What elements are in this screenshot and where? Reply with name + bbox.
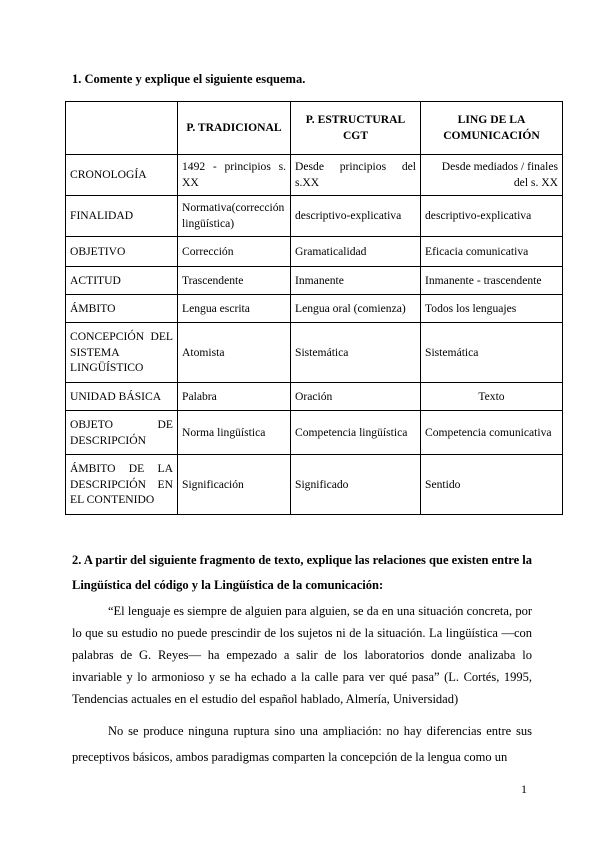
table-cell: Competencia comunicativa (421, 411, 563, 455)
table-cell: Inmanente (291, 267, 421, 295)
table-cell: Inmanente - trascendente (421, 267, 563, 295)
answer-paragraph: No se produce ninguna ruptura sino una ampliación: no hay diferencias entre sus preceptivos básicos, ambos paradigmas comparten la concepción de la lengua como un (72, 724, 532, 764)
header-cell (66, 102, 178, 155)
row-label-cell: OBJETIVO (66, 237, 178, 267)
row-label-cell: ÁMBITO DE LA DESCRIPCIÓN EN EL CONTENIDO (66, 455, 178, 515)
row-label-cell: UNIDAD BÁSICA (66, 383, 178, 411)
table-row (66, 455, 563, 515)
header-cell: LING DE LA COMUNICACIÓN (421, 102, 563, 155)
table-cell: Sistemática (291, 323, 421, 383)
table-cell: Significado (291, 455, 421, 515)
table-cell: Corrección (178, 237, 291, 267)
table-cell: Palabra (178, 383, 291, 411)
table-cell: Norma lingüística (178, 411, 291, 455)
row-label-cell: ÁMBITO (66, 295, 178, 323)
question-1-title: 1. Comente y explique el siguiente esquema. (72, 72, 306, 86)
table-cell: Eficacia comunicativa (421, 237, 563, 267)
table-cell: Texto (421, 383, 563, 411)
question-2-title: 2. A partir del siguiente fragmento de texto, explique las relaciones que existen entre la Lingüística del código y la Lingüística de la comunicación: (72, 553, 532, 592)
table-row (66, 383, 563, 411)
table-cell: 1492 - principios s. XX (178, 155, 291, 196)
table-cell: Desde principios del s.XX (291, 155, 421, 196)
table-cell: Todos los lenguajes (421, 295, 563, 323)
table-row (66, 267, 563, 295)
table-cell: Competencia lingüística (291, 411, 421, 455)
table-row (66, 411, 563, 455)
header-cell: P. TRADICIONAL (178, 102, 291, 155)
table-cell: Oración (291, 383, 421, 411)
row-label-cell: CONCEPCIÓN DEL SISTEMA LINGÜÍSTICO (66, 323, 178, 383)
table-header-row (66, 102, 563, 155)
table-row (66, 155, 563, 196)
table-cell: descriptivo-explicativa (291, 196, 421, 237)
row-label-cell: FINALIDAD (66, 196, 178, 237)
table-row (66, 323, 563, 383)
table-row (66, 295, 563, 323)
table-row (66, 237, 563, 267)
table-cell: Lengua oral (comienza) (291, 295, 421, 323)
table-cell: descriptivo-explicativa (421, 196, 563, 237)
table-cell: Atomista (178, 323, 291, 383)
row-label-cell: CRONOLOGÍA (66, 155, 178, 196)
row-label-cell: ACTITUD (66, 267, 178, 295)
table-cell: Gramaticalidad (291, 237, 421, 267)
table-cell: Normativa(corrección lingüística) (178, 196, 291, 237)
header-cell: P. ESTRUCTURAL CGT (291, 102, 421, 155)
page-number: 1 (521, 782, 527, 796)
table-row (66, 196, 563, 237)
table-cell: Trascendente (178, 267, 291, 295)
quoted-fragment: “El lenguaje es siempre de alguien para alguien, se da en una situación concreta, por lo que su estudio no puede prescindir de los sujetos ni de la situación. La lingüística —con palabras de G. Reyes— ha empezado a salir de los laboratorios donde analizaba lo invariable y lo armonioso y se ha echado a la calle para ver qué pasa” (L. Cortés, 1995, Tendencias actuales en el estudio del español hablado, Almería, Universidad) (72, 604, 532, 706)
table-cell: Lengua escrita (178, 295, 291, 323)
table-cell: Sentido (421, 455, 563, 515)
scheme-table (65, 101, 563, 515)
row-label-cell: OBJETO DE DESCRIPCIÓN (66, 411, 178, 455)
table-cell: Sistemática (421, 323, 563, 383)
table-cell: Desde mediados / finales del s. XX (421, 155, 563, 196)
table-cell: Significación (178, 455, 291, 515)
